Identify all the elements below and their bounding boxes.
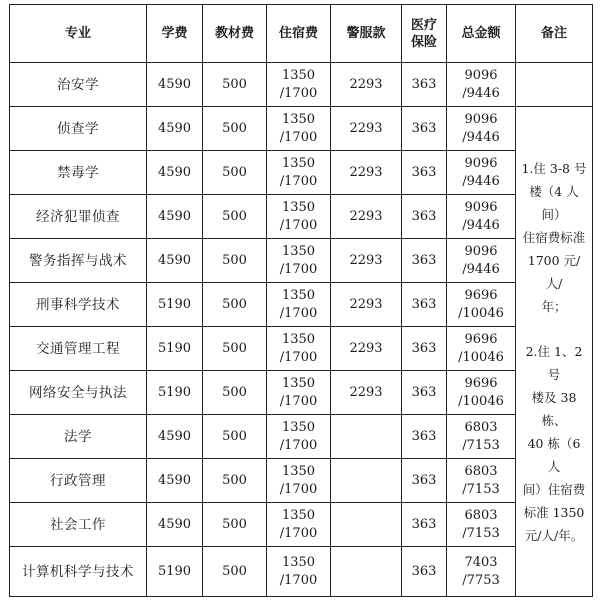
total-cell: [447, 195, 516, 239]
tuition-cell: 5190: [147, 327, 203, 371]
major-cell: 计算机科学与技术: [10, 547, 147, 597]
tuition-cell: 5190: [147, 547, 203, 597]
total-cell: [447, 239, 516, 283]
insurance-cell: 363: [402, 195, 447, 239]
table-row: [10, 283, 593, 327]
dorm-cell-line2: /1700: [279, 349, 318, 365]
textbook-cell: 500: [203, 503, 267, 547]
textbook-cell: 500: [203, 107, 267, 151]
tuition-cell: 4590: [147, 239, 203, 283]
tuition-cell: 4590: [147, 459, 203, 503]
total-cell-line2: /10046: [458, 393, 504, 409]
fee-table-container: [9, 4, 593, 597]
insurance-cell: 363: [402, 415, 447, 459]
total-cell-line2: /10046: [458, 305, 504, 321]
table-row: [10, 151, 593, 195]
major-cell: 交通管理工程: [10, 327, 147, 371]
note-line: 年；: [541, 298, 567, 314]
insurance-cell: 363: [402, 107, 447, 151]
major-cell: 侦查学: [10, 107, 147, 151]
note-gap: [520, 318, 588, 340]
note-line: 楼（4 人间）: [529, 183, 579, 222]
dorm-cell: [267, 283, 331, 327]
insurance-cell: 363: [402, 151, 447, 195]
insurance-cell: 363: [402, 239, 447, 283]
header-dorm: 住宿费: [267, 5, 331, 63]
total-cell: [447, 415, 516, 459]
header-note: 备注: [516, 5, 593, 63]
insurance-cell: 363: [402, 327, 447, 371]
total-cell-line1: 6803: [464, 419, 498, 435]
dorm-cell-line1: 1350: [281, 463, 316, 479]
dorm-cell-line1: 1350: [281, 554, 316, 570]
dorm-cell-line2: /1700: [279, 305, 318, 321]
total-cell-line2: /9446: [462, 217, 500, 233]
total-cell: [447, 283, 516, 327]
total-cell-line1: 6803: [464, 463, 498, 479]
total-cell: [447, 459, 516, 503]
major-cell: 禁毒学: [10, 151, 147, 195]
dorm-cell-line1: 1350: [281, 199, 316, 215]
dorm-cell: [267, 415, 331, 459]
dorm-cell-line2: /1700: [279, 437, 318, 453]
dorm-cell: [267, 371, 331, 415]
total-cell: [447, 327, 516, 371]
header-major: 专业: [10, 5, 147, 63]
header-total: 总金额: [447, 5, 516, 63]
insurance-cell: 363: [402, 371, 447, 415]
insurance-cell: 363: [402, 283, 447, 327]
total-cell-line1: 9696: [464, 287, 498, 303]
dorm-cell-line2: /1700: [279, 173, 318, 189]
dorm-cell-line1: 1350: [281, 419, 316, 435]
textbook-cell: 500: [203, 239, 267, 283]
textbook-cell: 500: [203, 151, 267, 195]
uniform-cell: 2293: [331, 151, 402, 195]
note-cell: [516, 107, 593, 597]
header-tuition: 学费: [147, 5, 203, 63]
dorm-cell-line2: /1700: [279, 217, 318, 233]
major-cell: 行政管理: [10, 459, 147, 503]
dorm-cell: [267, 195, 331, 239]
note-line: 40 栋（6 人: [527, 435, 581, 474]
total-cell: [447, 107, 516, 151]
insurance-cell: 363: [402, 459, 447, 503]
dorm-cell-line1: 1350: [281, 243, 316, 259]
dorm-cell-line2: /1700: [279, 261, 318, 277]
dorm-cell: [267, 151, 331, 195]
total-cell-line2: /7753: [462, 572, 500, 588]
uniform-cell: 2293: [331, 63, 402, 107]
table-row: [10, 107, 593, 151]
note-line: 1700 元/人/: [527, 252, 581, 291]
tuition-cell: 5190: [147, 371, 203, 415]
major-cell: 经济犯罪侦查: [10, 195, 147, 239]
header-insurance-text: 医疗保险: [410, 17, 437, 50]
table-row: [10, 503, 593, 547]
dorm-cell-line2: /1700: [279, 481, 318, 497]
total-cell: [447, 63, 516, 107]
tuition-cell: 4590: [147, 503, 203, 547]
total-cell-line2: /7153: [462, 437, 500, 453]
textbook-cell: 500: [203, 547, 267, 597]
dorm-cell: [267, 503, 331, 547]
textbook-cell: 500: [203, 63, 267, 107]
tuition-cell: 4590: [147, 195, 203, 239]
major-cell: 治安学: [10, 63, 147, 107]
tuition-cell: 4590: [147, 415, 203, 459]
note-line: 标准 1350: [523, 504, 585, 520]
insurance-cell: 363: [402, 63, 447, 107]
textbook-cell: 500: [203, 327, 267, 371]
dorm-cell: [267, 327, 331, 371]
tuition-cell: 4590: [147, 107, 203, 151]
dorm-cell-line1: 1350: [281, 155, 316, 171]
total-cell-line1: 9096: [464, 243, 498, 259]
dorm-cell-line2: /1700: [279, 393, 318, 409]
tuition-cell: 4590: [147, 151, 203, 195]
dorm-cell-line1: 1350: [281, 331, 316, 347]
note-line: 住宿费标准: [522, 229, 586, 245]
uniform-cell: [331, 415, 402, 459]
total-cell-line1: 9096: [464, 111, 498, 127]
table-row: [10, 239, 593, 283]
dorm-cell-line1: 1350: [281, 287, 316, 303]
note-line: 间）住宿费: [522, 481, 586, 497]
total-cell-line1: 9096: [464, 199, 498, 215]
total-cell-line2: /9446: [462, 261, 500, 277]
note-line: 元/人/年。: [524, 527, 584, 543]
major-cell: 社会工作: [10, 503, 147, 547]
uniform-cell: 2293: [331, 195, 402, 239]
total-cell: [447, 503, 516, 547]
header-textbook: 教材费: [203, 5, 267, 63]
total-cell-line1: 9696: [464, 331, 498, 347]
total-cell-line1: 7403: [464, 554, 498, 570]
total-cell-line2: /9446: [462, 85, 500, 101]
table-row: [10, 327, 593, 371]
textbook-cell: 500: [203, 415, 267, 459]
uniform-cell: [331, 547, 402, 597]
uniform-cell: 2293: [331, 283, 402, 327]
insurance-cell: 363: [402, 547, 447, 597]
dorm-cell-line2: /1700: [279, 572, 318, 588]
major-cell: 法学: [10, 415, 147, 459]
header-uniform: 警服款: [331, 5, 402, 63]
insurance-cell: 363: [402, 503, 447, 547]
uniform-cell: 2293: [331, 327, 402, 371]
major-cell: 刑事科学技术: [10, 283, 147, 327]
table-row: [10, 459, 593, 503]
tuition-cell: 4590: [147, 63, 203, 107]
total-cell-line2: /10046: [458, 349, 504, 365]
textbook-cell: 500: [203, 371, 267, 415]
table-row: [10, 195, 593, 239]
table-row: [10, 371, 593, 415]
dorm-cell-line1: 1350: [281, 67, 316, 83]
header-insurance: [402, 5, 447, 63]
textbook-cell: 500: [203, 459, 267, 503]
textbook-cell: 500: [203, 283, 267, 327]
dorm-cell: [267, 107, 331, 151]
dorm-cell: [267, 547, 331, 597]
total-cell-line2: /7153: [462, 525, 500, 541]
table-row: [10, 63, 593, 107]
major-cell: 警务指挥与战术: [10, 239, 147, 283]
uniform-cell: [331, 503, 402, 547]
dorm-cell: [267, 239, 331, 283]
header-row: [10, 5, 593, 63]
table-row: [10, 547, 593, 597]
dorm-cell: [267, 459, 331, 503]
total-cell: [447, 371, 516, 415]
note-line: 2.住 1、2 号: [525, 343, 583, 382]
dorm-cell: [267, 63, 331, 107]
total-cell-line1: 9096: [464, 67, 498, 83]
note-line: 楼及 38 栋、: [531, 389, 577, 428]
total-cell-line1: 9096: [464, 155, 498, 171]
dorm-cell-line1: 1350: [281, 375, 316, 391]
major-cell: 网络安全与执法: [10, 371, 147, 415]
uniform-cell: 2293: [331, 239, 402, 283]
tuition-cell: 5190: [147, 283, 203, 327]
dorm-cell-line1: 1350: [281, 507, 316, 523]
total-cell-line2: /9446: [462, 129, 500, 145]
total-cell: [447, 547, 516, 597]
total-cell-line1: 9696: [464, 375, 498, 391]
table-body: [10, 63, 593, 597]
note-cell-empty: [516, 63, 593, 107]
textbook-cell: 500: [203, 195, 267, 239]
dorm-cell-line2: /1700: [279, 85, 318, 101]
total-cell: [447, 151, 516, 195]
uniform-cell: [331, 459, 402, 503]
uniform-cell: 2293: [331, 371, 402, 415]
dorm-cell-line2: /1700: [279, 525, 318, 541]
uniform-cell: 2293: [331, 107, 402, 151]
note-line: 1.住 3-8 号: [521, 160, 587, 176]
dorm-cell-line2: /1700: [279, 129, 318, 145]
dorm-cell-line1: 1350: [281, 111, 316, 127]
total-cell-line1: 6803: [464, 507, 498, 523]
table-row: [10, 415, 593, 459]
total-cell-line2: /9446: [462, 173, 500, 189]
total-cell-line2: /7153: [462, 481, 500, 497]
fee-table: [9, 4, 593, 597]
